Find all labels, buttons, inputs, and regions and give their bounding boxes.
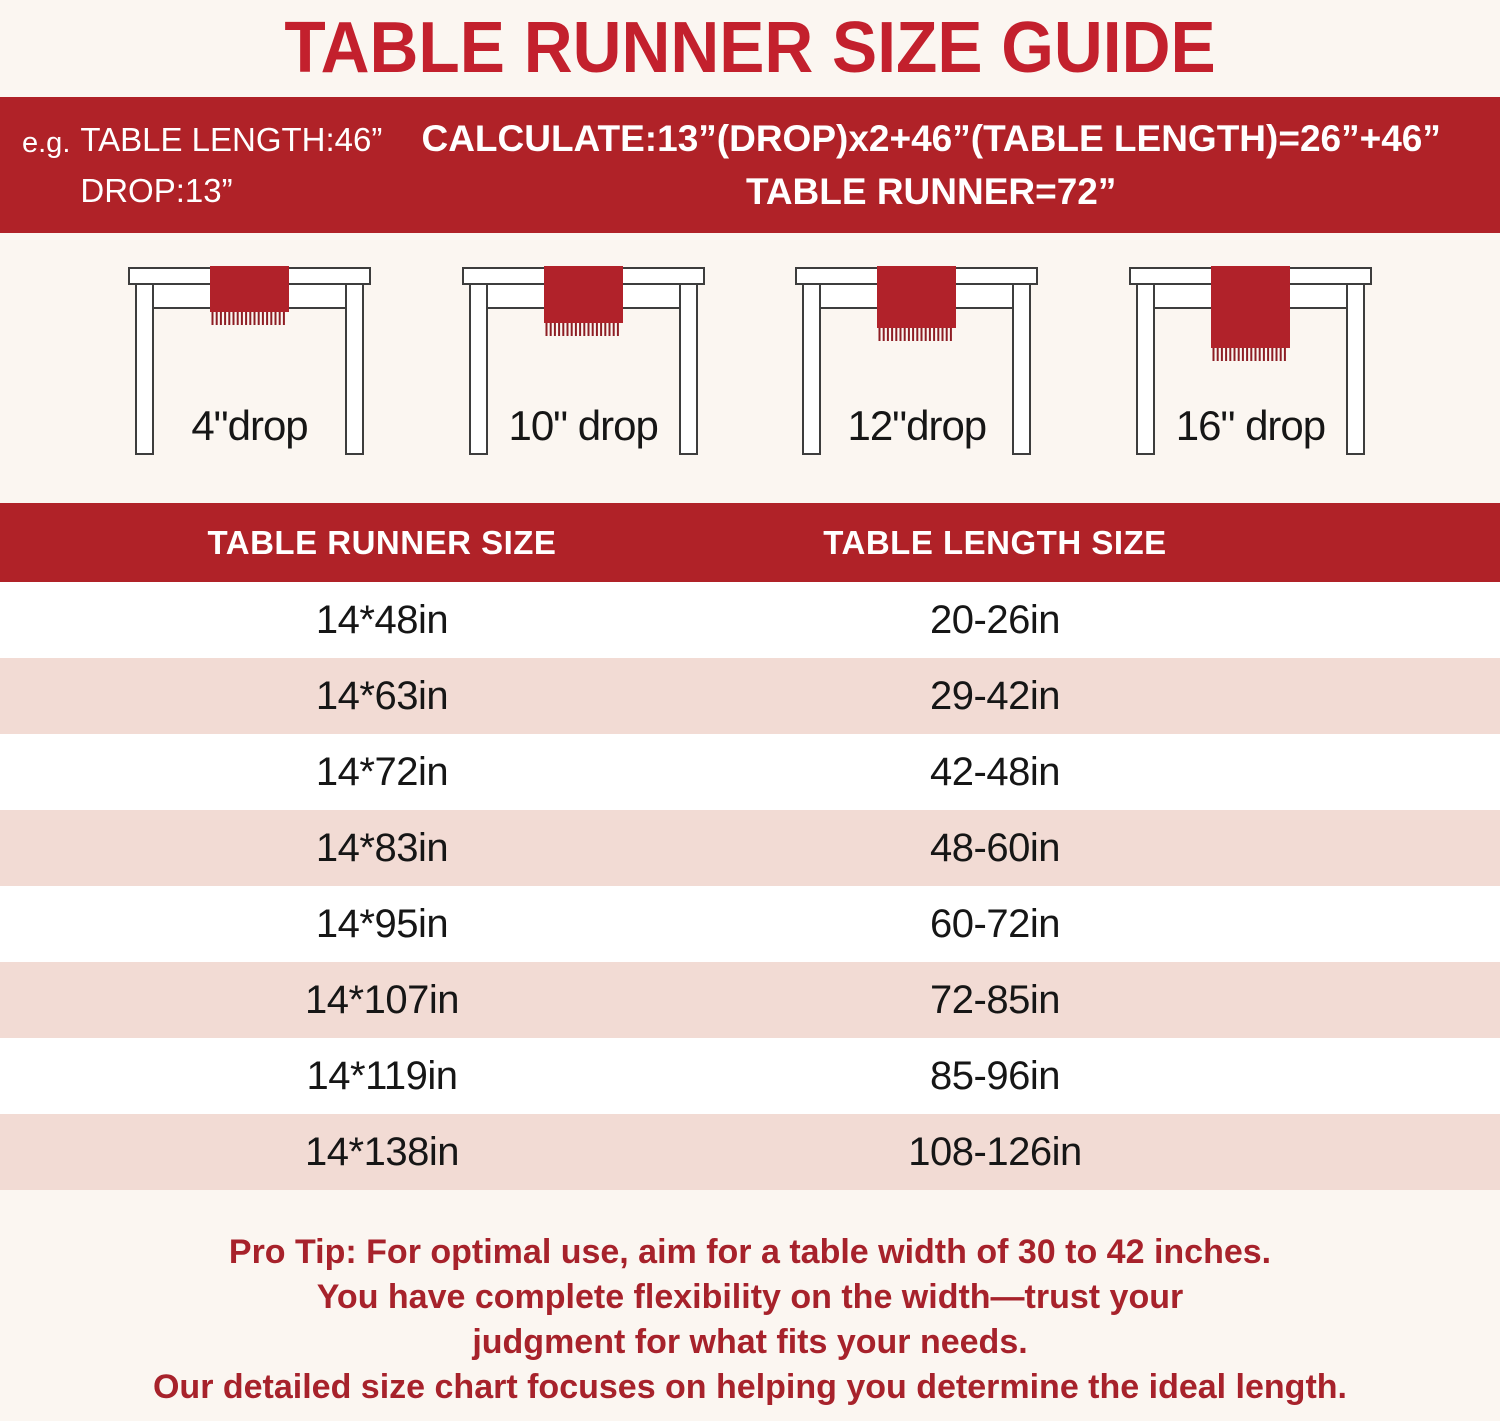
size-table-row — [0, 810, 1500, 886]
drop-figures-row — [0, 265, 1500, 460]
runner-fringe — [213, 312, 284, 325]
table-length-cell: 60-72in — [930, 901, 1060, 946]
pro-tip-line-3: judgment for what fits your needs. — [472, 1323, 1028, 1361]
drop-label: 4"drop — [191, 402, 308, 449]
drop-figure-16in — [1128, 265, 1373, 460]
size-table — [0, 503, 1500, 1190]
example-prefix: e.g. — [22, 127, 71, 159]
runner — [1211, 266, 1290, 348]
example-block — [22, 114, 382, 216]
pro-tip-line-4: Our detailed size chart focuses on helping you determine the ideal length. — [152, 1368, 1347, 1406]
runner-size-cell: 14*107in — [305, 977, 459, 1022]
size-table-row — [0, 734, 1500, 810]
runner-size-cell: 14*72in — [315, 749, 449, 794]
table-length-cell: 29-42in — [930, 673, 1060, 718]
header-table-length: TABLE LENGTH SIZE — [823, 523, 1167, 561]
size-table-header — [0, 503, 1500, 582]
pro-tip — [0, 1230, 1500, 1410]
table-length-cell: 20-26in — [930, 597, 1060, 642]
size-table-row — [0, 886, 1500, 962]
runner — [877, 266, 956, 328]
table-length-cell: 108-126in — [908, 1129, 1082, 1174]
formula-banner — [0, 97, 1500, 233]
calc-line-2: TABLE RUNNER=72” — [745, 171, 1117, 212]
size-table-row — [0, 1038, 1500, 1114]
drop-label: 12"drop — [847, 402, 987, 449]
size-table-row — [0, 962, 1500, 1038]
size-table-rows — [0, 582, 1500, 1190]
drop-figure-4in — [127, 265, 372, 460]
example-line-1: TABLE LENGTH:46” — [80, 121, 383, 158]
runner-size-cell: 14*138in — [305, 1129, 459, 1174]
size-table-row — [0, 582, 1500, 658]
size-table-row — [0, 658, 1500, 734]
drop-label: 16" drop — [1175, 402, 1326, 449]
table-length-cell: 72-85in — [930, 977, 1060, 1022]
header-runner-size: TABLE RUNNER SIZE — [207, 523, 557, 561]
runner-size-cell: 14*48in — [315, 597, 449, 642]
runner-size-cell: 14*95in — [315, 901, 449, 946]
calculation-block — [382, 112, 1472, 218]
drop-label: 10" drop — [508, 402, 658, 449]
drop-figure-12in — [794, 265, 1039, 460]
calc-line-1: CALCULATE:13”(DROP)x2+46”(TABLE LENGTH)=26”+46” — [421, 118, 1441, 159]
example-line-2: DROP:13” — [80, 172, 233, 209]
size-table-row — [0, 1114, 1500, 1190]
runner-fringe — [880, 328, 951, 341]
drop-figure-10in — [461, 265, 706, 460]
runner — [210, 266, 289, 312]
table-length-cell: 85-96in — [930, 1053, 1060, 1098]
page-title: TABLE RUNNER SIZE GUIDE — [284, 8, 1216, 88]
example-lines — [80, 114, 382, 216]
table-length-cell: 48-60in — [930, 825, 1060, 870]
table-length-cell: 42-48in — [930, 749, 1060, 794]
pro-tip-line-2: You have complete flexibility on the width—trust your — [316, 1278, 1184, 1316]
runner-fringe — [546, 323, 617, 336]
runner-size-cell: 14*63in — [315, 673, 449, 718]
pro-tip-line-1: Pro Tip: For optimal use, aim for a table width of 30 to 42 inches. — [228, 1233, 1272, 1271]
runner — [544, 266, 623, 323]
runner-size-cell: 14*83in — [315, 825, 449, 870]
runner-size-cell: 14*119in — [306, 1053, 458, 1098]
runner-fringe — [1213, 348, 1284, 361]
